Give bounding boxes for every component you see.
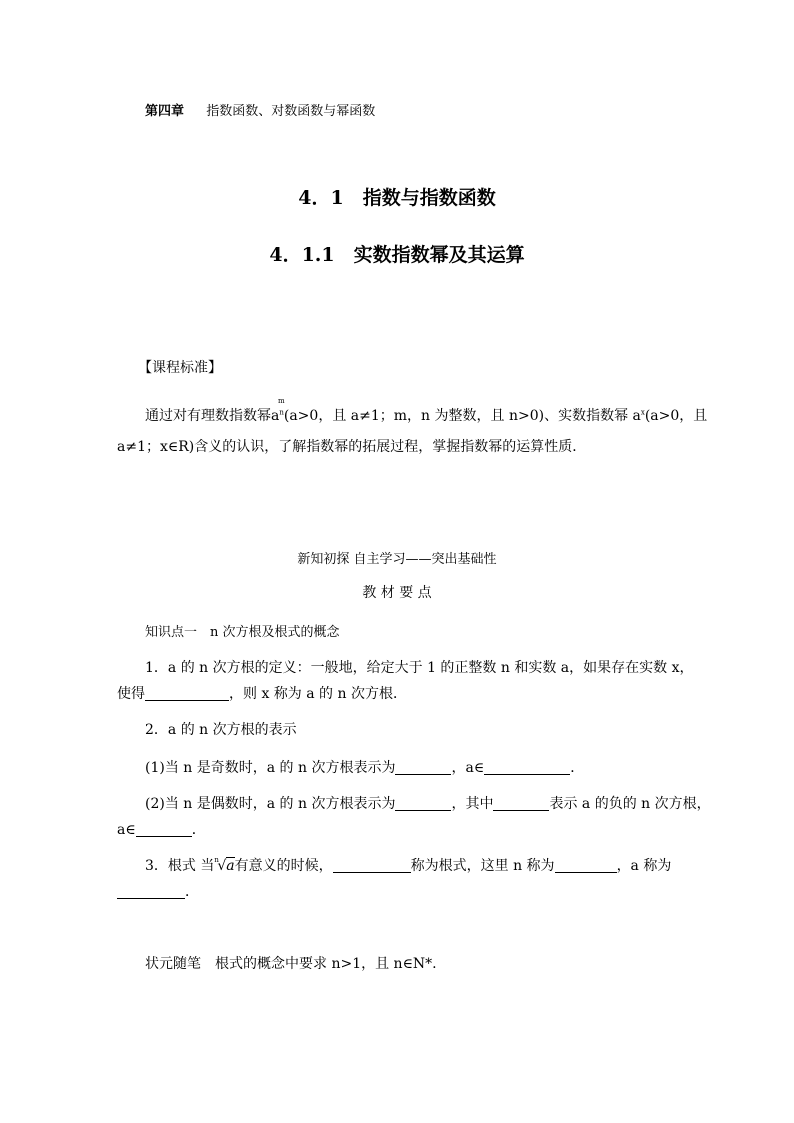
item3-text-e: ．	[185, 884, 199, 900]
item2-heading: 2．a 的 n 次方根的表示	[145, 722, 297, 738]
course-standard-heading: 【课程标准】	[138, 360, 222, 376]
chapter-header	[145, 100, 375, 119]
item2-2-text-d: a∈	[117, 822, 136, 838]
item1-text-a: 使得	[117, 686, 145, 702]
item3-line2	[117, 881, 199, 901]
item2-1-text-b: ，a∈	[451, 760, 485, 776]
item2-1-text-c: ．	[570, 760, 585, 776]
item1-line2	[117, 683, 407, 703]
nth-root-symbol: n √a	[214, 856, 235, 874]
note-text: 根式的概念中要求 n>1，且 n∈N*.	[215, 956, 437, 972]
blank-1[interactable]	[145, 686, 229, 701]
item2-2-text-a: (2)当 n 是偶数时，a 的 n 次方根表示为	[145, 796, 396, 812]
item2-1	[145, 757, 584, 777]
blank-9[interactable]	[117, 884, 185, 899]
item2-1-text-a: (1)当 n 是奇数时，a 的 n 次方根表示为	[145, 760, 396, 776]
item2-2-text-c: 表示 a 的负的 n 次方根，	[549, 796, 711, 812]
standard-text-b: (a>0，且 a≠1；m，n 为整数，且 n>0)、实数指数幂 a	[283, 408, 641, 424]
item3-line1	[145, 855, 671, 875]
chapter-title: 指数函数、对数函数与幂函数	[206, 104, 376, 119]
note	[145, 953, 437, 973]
blank-3[interactable]	[484, 760, 570, 775]
section-title: 4．1 指数与指数函数	[298, 187, 496, 209]
course-standard-line1: 通过对有理数指数幂$a^n$ m (a>0，且 a≠1；m，n 为整数，且 n>0)、实数指数幂 $a^x(a>0$，且	[145, 397, 708, 424]
chapter-label: 第四章	[145, 104, 185, 119]
item1-line1: 1．a 的 n 次方根的定义：一般地，给定大于 1 的正整数 n 和实数 a，如果存在实数 x，	[145, 660, 694, 676]
item1-text-b: ，则 x 称为 a 的 n 次方根．	[229, 686, 407, 702]
rational-exponent-formula: $a^n$ m	[271, 397, 285, 424]
item3-text-a: 3．根式 当	[145, 858, 215, 874]
knowledge-point-heading: 知识点一 n 次方根及根式的概念	[145, 625, 340, 640]
standard-text-c: (a>0，且	[644, 408, 708, 424]
item3-text-c: 称为根式，这里 n 称为	[410, 858, 555, 874]
blank-8[interactable]	[555, 858, 617, 873]
blank-4[interactable]	[395, 796, 451, 811]
note-label: 状元随笔	[145, 956, 201, 972]
item3-text-b: 有意义的时候，	[234, 858, 333, 874]
item2-2	[145, 793, 711, 813]
blank-2[interactable]	[395, 760, 451, 775]
course-standard-line2: a≠1；x∈R)含义的认识，了解指数幂的拓展过程，掌握指数幂的运算性质．	[117, 439, 587, 455]
item2-2-text-e: ．	[191, 822, 206, 838]
subsection-title: 4．1.1 实数指数幂及其运算	[269, 244, 525, 266]
item2-2-text-b: ，其中	[451, 796, 494, 812]
blank-6[interactable]	[136, 822, 192, 837]
item2-2-line2	[117, 819, 206, 839]
item3-text-d: ，a 称为	[616, 858, 672, 874]
section-banner: 新知初探 自主学习——突出基础性	[297, 552, 497, 567]
blank-7[interactable]	[333, 858, 411, 873]
materials-subhead: 教 材 要 点	[362, 585, 432, 601]
blank-5[interactable]	[493, 796, 549, 811]
standard-text-a: 通过对有理数指数幂	[145, 408, 271, 424]
